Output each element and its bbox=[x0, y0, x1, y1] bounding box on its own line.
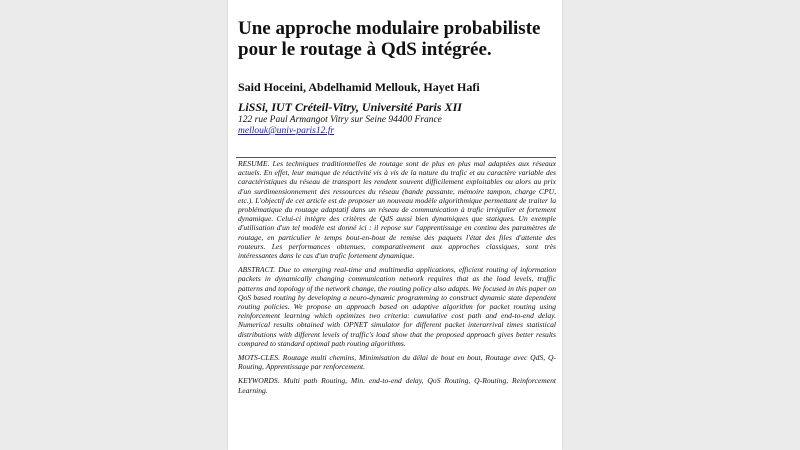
postal-address: 122 rue Paul Armangot Vitry sur Seine 94400 France bbox=[238, 115, 442, 125]
resume-paragraph: RESUME. Les techniques traditionnelles de routage sont de plus en plus mal adaptées aux réseaux actuels. En effet, leur manque de réactivité vis à vis de la nature du trafic et au caractère variable des caractéristiques du réseau de transport les rendent souvent difficilement exploitables ou alors au prix d'un surdimensionnement des ressources du réseau (bande passante, mémoire tampon, charge CPU, etc.). L'objectif de cet article est de proposer un nouveau modèle algorithmique permettant de traiter la problématique du routage adaptatif dans un réseau de communication à trafic irrégulier et fortement dynamique. Celui-ci intègre des critères de QdS aussi bien dynamiques que statiques. Un exemple d'utilisation d'un tel modèle est donné ici : il repose sur l'apprentissage en continu des paramètres de routage, en particulier le temps bout-en-bout de remise des paquets l'état des files d'attente des routeurs. Les performances obtenues, comparativement aux approches classiques, sont très intéressantes dans le cas d'un trafic fortement dynamique. bbox=[238, 159, 556, 261]
keywords-paragraph: KEYWORDS. Multi path Routing, Min. end-to-end delay, QoS Routing, Q-Routing, Reinforcement Learning. bbox=[238, 376, 556, 395]
section-divider bbox=[236, 157, 556, 158]
paper-page bbox=[228, 0, 562, 450]
email-link[interactable]: mellouk@univ-paris12.fr bbox=[238, 126, 335, 136]
abstract-block bbox=[238, 159, 556, 400]
affiliation: LiSSi, IUT Créteil-Vitry, Université Paris XII bbox=[238, 100, 462, 114]
abstract-paragraph: ABSTRACT. Due to emerging real-time and multimedia applications, efficient routing of information packets in dynamically changing communication network requires that as the load levels, traffic patterns and topology of the network change, the routing policy also adapts. We focused in this paper on QoS based routing by developing a neuro-dynamic programming to construct dynamic state dependent routing policies. We propose an approach based on adaptive algorithm for packet routing using reinforcement learning which optimizes two criteria: cumulative cost path and end-to-end delay. Numerical results obtained with OPNET simulator for different packet interarrival times statistical distributions with different levels of traffic's load show that the proposed approach gives better results compared to standard optimal path routing algorithms. bbox=[238, 265, 556, 348]
mots-cles-paragraph: MOTS-CLES. Routage multi chemins, Minimisation du délai de bout en bout, Routage avec QdS, Q-Routing, Apprentissage par renforcement. bbox=[238, 353, 556, 372]
author-list: Said Hoceini, Abdelhamid Mellouk, Hayet Hafi bbox=[238, 80, 480, 94]
paper-title: Une approche modulaire probabiliste pour le routage à QdS intégrée. bbox=[238, 18, 541, 60]
